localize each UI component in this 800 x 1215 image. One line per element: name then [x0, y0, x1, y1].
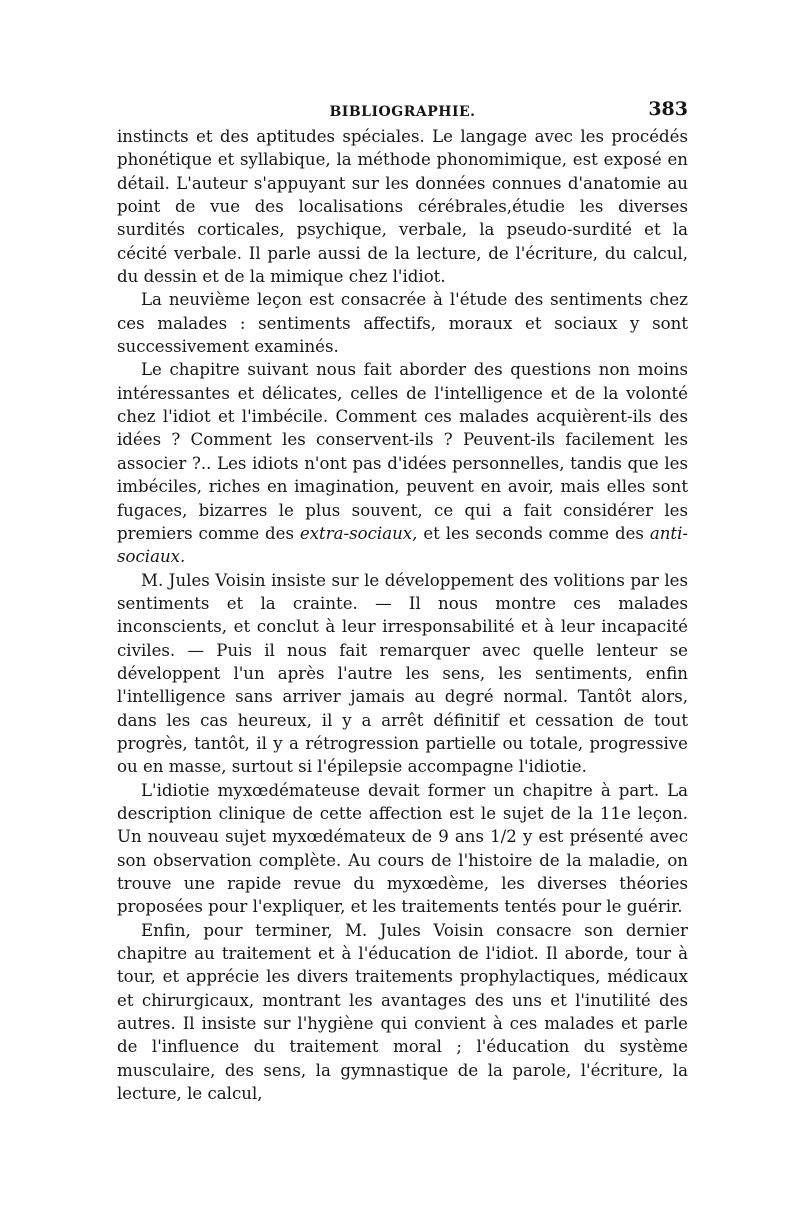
- page-number: 383: [648, 98, 688, 120]
- italic-term: extra-sociaux,: [299, 523, 418, 543]
- paragraph-neuvieme-lecon: La neuvième leçon est consacrée à l'étude des sentiments chez ces malades : sentiments affectifs, moraux et sociaux y sont successivement examinés.: [117, 290, 688, 357]
- paragraph-volitions: M. Jules Voisin insiste sur le développement des volitions par les sentiments et la crainte. — Il nous montre ces malades inconscients, et conclut à leur irresponsabilité et à leur incapacité civiles. — Puis il nous fait remarquer avec quelle lenteur se développent l'un après l'autre les sens, les sentiments, enfin l'intelligence sans arriver jamais au degré normal. Tantôt alors, dans les cas heureux, il y a arrêt définitif et cessation de tout progrès, tantôt, il y a rétrogression partielle ou totale, progressive ou en masse, surtout si l'épilepsie accompagne l'idiotie.: [117, 570, 688, 777]
- paragraph-traitement: Enfin, pour terminer, M. Jules Voisin consacre son dernier chapitre au traitement et à l'éducation de l'idiot. Il aborde, tour à tour, et apprécie les divers traitements prophylactiques, médicaux et chirurgicaux, montrant les avantages des uns et l'inutilité des autres. Il insiste sur l'hygiène qui convient à ces malades et parle de l'influence du traitement moral ; l'éducation du système musculaire, des sens, la gymnastique de la parole, l'écriture, la lecture, le calcul,: [117, 920, 688, 1104]
- paragraph-idiotie-myxoedemateuse: L'idiotie myxœdémateuse devait former un chapitre à part. La description clinique de cette affection est le sujet de la 11e leçon. Un nouveau sujet myxœdémateux de 9 ans 1/2 y est présenté avec son observation complète. Au cours de l'histoire de la maladie, on trouve une rapide revue du myxœdème, les diverses théories proposées pour l'expliquer, et les traitements tentés pour le guérir.: [117, 780, 688, 917]
- paragraph-intelligence-volonte: [117, 358, 688, 568]
- italic-term: anti-sociaux.: [117, 523, 688, 567]
- body-text: [117, 125, 688, 1105]
- paragraph-text: Le chapitre suivant nous fait aborder des questions non moins intéressantes et délicates, celles de l'intelligence et de la volonté chez l'idiot et l'imbécile. Comment ces malades acquièrent-ils des idées ? Comment les conservent-ils ? Peuvent-ils facilement les associer ?.. Les idiots n'ont pas d'idées personnelles, tandis que les imbéciles, riches en imagination, peuvent en avoir, mais elles sont fugaces, bizarres le plus souvent, ce qui a fait considérer les premiers comme des: [117, 360, 688, 543]
- paragraph-text: et les seconds comme des: [417, 523, 650, 543]
- paragraph-aptitudes-langage: instincts et des aptitudes spéciales. Le langage avec les procédés phonétique et syllabique, la méthode phonomimique, est exposé en détail. L'auteur s'appuyant sur les données connues d'anatomie au point de vue des localisations cérébrales,étudie les diverses surdités corticales, psychique, verbale, la pseudo-surdité et la cécité verbale. Il parle aussi de la lecture, de l'écriture, du calcul, du dessin et de la mimique chez l'idiot.: [117, 127, 688, 287]
- running-head: [117, 98, 688, 124]
- running-title: BIBLIOGRAPHIE.: [329, 104, 476, 120]
